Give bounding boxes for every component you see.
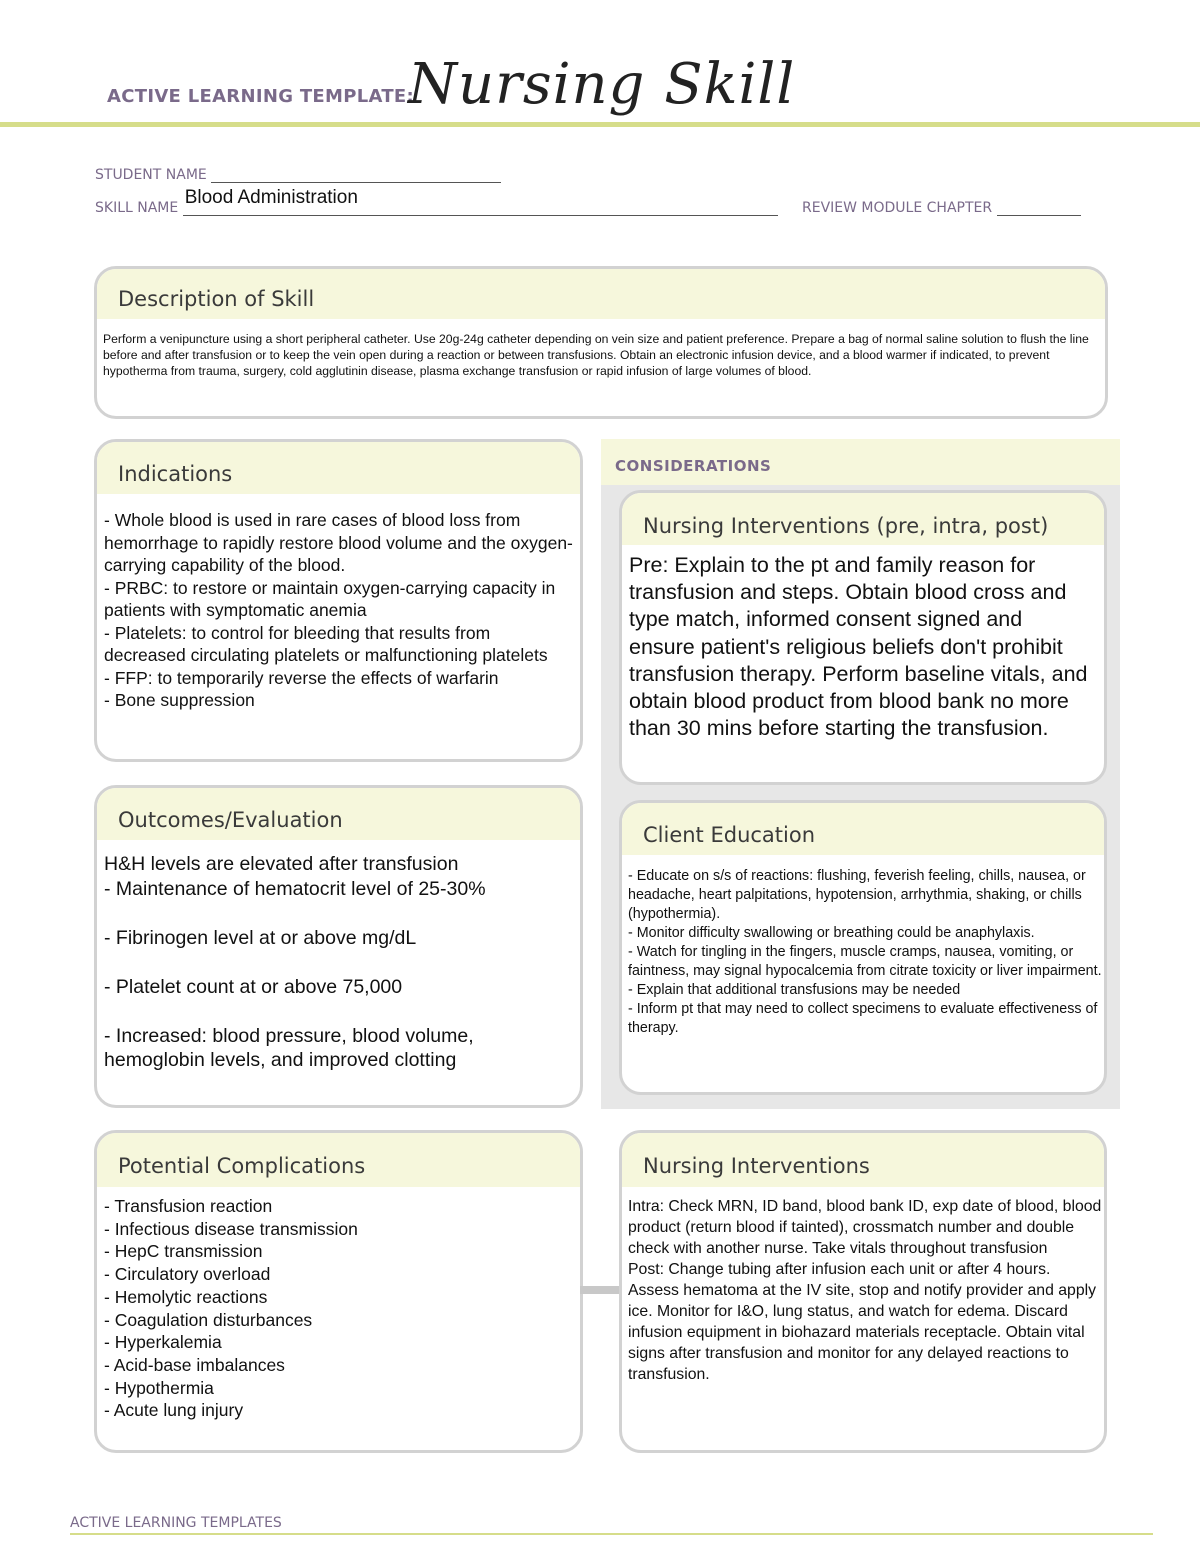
- list-item: - Bone suppression: [104, 690, 255, 710]
- review-module-line[interactable]: [997, 199, 1081, 216]
- student-name-line[interactable]: [211, 166, 501, 183]
- connector-bar: [580, 1286, 622, 1294]
- list-item: - Whole blood is used in rare cases of blood loss from hemorrhage to rapidly restore blood volume and the oxygen-carrying capability of the blood.: [104, 510, 573, 575]
- list-item: Intra: Check MRN, ID band, blood bank ID, exp date of blood, blood product (return blood if tainted), crossmatch number and double check with another nurse. Take vitals throughout transfusion: [628, 1198, 1102, 1257]
- list-item: - Circulatory overload: [104, 1264, 271, 1285]
- list-spacer: [104, 901, 576, 926]
- client-education-title: Client Education: [622, 803, 1104, 855]
- complications-list: [104, 1195, 576, 1422]
- list-item: - Increased: blood pressure, blood volume, hemoglobin levels, and improved clotting: [104, 1024, 474, 1071]
- list-item: - Watch for tingling in the fingers, muscle cramps, nausea, vomiting, or faintness, may signal hypocalcemia from citrate toxicity or liver impairment.: [628, 944, 1102, 979]
- nursing-interventions-box: [619, 1130, 1107, 1453]
- skill-name-label: SKILL NAME: [95, 200, 179, 216]
- nursing-interventions-pre-box: [619, 490, 1107, 785]
- list-item: - Hemolytic reactions: [104, 1286, 268, 1307]
- student-name-label: STUDENT NAME: [95, 167, 207, 183]
- list-item: - Educate on s/s of reactions: flushing, feverish feeling, chills, nausea, or headache, heart palpitations, hypotension, arrhythmia, shaking, or chills (hypothermia).: [628, 868, 1086, 922]
- list-item: - Coagulation disturbances: [104, 1309, 313, 1330]
- template-label: ACTIVE LEARNING TEMPLATE:: [107, 86, 414, 107]
- description-text: Perform a venipuncture using a short peripheral catheter. Use 20g-24g catheter depending on vein size and patient preference. Prepare a bag of normal saline solution to flush the line before and after transfusion or to keep the vein open during a reaction or between transfusions. Obtain an electronic infusion device, and a blood warmer if indicated, to prevent hypotherma from trauma, surgery, cold agglutinin disease, plasma exchange transfusion or rapid infusion of large volumes of blood.: [103, 332, 1089, 378]
- list-item: - Maintenance of hematocrit level of 25-30%: [104, 877, 486, 900]
- footer-text: ACTIVE LEARNING TEMPLATES: [70, 1515, 282, 1531]
- list-item: - Platelets: to control for bleeding that results from decreased circulating platelets or malfunctioning platelets: [104, 622, 548, 665]
- nursing-interventions-title: Nursing Interventions: [622, 1133, 1104, 1187]
- student-name-field: [95, 166, 501, 183]
- list-item: - Transfusion reaction: [104, 1196, 273, 1216]
- list-item: Post: Change tubing after infusion each unit or after 4 hours. Assess hematoma at the IV site, stop and notify provider and apply ice. Monitor for I&O, lung status, and watch for edema. Discard infusion equipment in biohazard materials receptacle. Obtain vital signs after transfusion and monitor for any delayed reactions to transfusion.: [628, 1261, 1097, 1383]
- list-item: - Inform pt that may need to collect specimens to evaluate effectiveness of therapy.: [628, 1001, 1098, 1036]
- page-title: Nursing Skill: [408, 52, 796, 117]
- list-item: - FFP: to temporarily reverse the effects of warfarin: [104, 667, 499, 688]
- list-item: - Acid-base imbalances: [104, 1354, 285, 1375]
- list-item: - Explain that additional transfusions may be needed: [628, 982, 961, 998]
- list-item: - PRBC: to restore or maintain oxygen-carrying capacity in patients with symptomatic anemia: [104, 577, 556, 620]
- complications-title: Potential Complications: [97, 1133, 580, 1187]
- list-item: - Monitor difficulty swallowing or breathing could be anaphylaxis.: [628, 925, 1035, 941]
- list-spacer: [104, 950, 576, 975]
- nursing-interventions-pre-title: Nursing Interventions (pre, intra, post): [622, 493, 1104, 545]
- list-item: - Hypothermia: [104, 1377, 214, 1398]
- nursing-interventions-pre-text: Pre: Explain to the pt and family reason for transfusion and steps. Obtain blood cross and type match, informed consent signed and ensure patient's religious beliefs don't prohibit transfusion therapy. Perform baseline vitals, and obtain blood product from blood bank no more than 30 mins before starting the transfusion.: [629, 553, 1088, 741]
- indications-title: Indications: [97, 442, 580, 494]
- skill-name-line[interactable]: [183, 187, 778, 216]
- list-item: - HepC transmission: [104, 1241, 263, 1262]
- header-divider: [0, 122, 1200, 127]
- list-item: - Acute lung injury: [104, 1400, 244, 1421]
- list-item: - Platelet count at or above 75,000: [104, 975, 403, 998]
- list-item: H&H levels are elevated after transfusion: [104, 853, 459, 875]
- list-spacer: [104, 999, 576, 1024]
- complications-box: [94, 1130, 583, 1453]
- description-box: [94, 266, 1108, 419]
- list-item: - Hyperkalemia: [104, 1332, 222, 1353]
- outcomes-list: [104, 852, 576, 1073]
- review-module-field: [802, 199, 1081, 216]
- footer-divider: [70, 1533, 1153, 1535]
- review-module-label: REVIEW MODULE CHAPTER: [802, 200, 993, 216]
- considerations-title: CONSIDERATIONS: [615, 457, 772, 475]
- outcomes-box: [94, 785, 583, 1108]
- skill-name-field: [95, 187, 778, 216]
- list-item: - Infectious disease transmission: [104, 1218, 358, 1239]
- outcomes-title: Outcomes/Evaluation: [97, 788, 580, 840]
- client-education-list: [628, 867, 1104, 1038]
- indications-box: [94, 439, 583, 762]
- indications-list: [104, 509, 576, 712]
- list-item: - Fibrinogen level at or above mg/dL: [104, 926, 417, 949]
- nursing-interventions-list: [628, 1196, 1104, 1385]
- client-education-box: [619, 800, 1107, 1095]
- description-title: Description of Skill: [97, 269, 1105, 319]
- skill-name-value: Blood Administration: [184, 187, 358, 208]
